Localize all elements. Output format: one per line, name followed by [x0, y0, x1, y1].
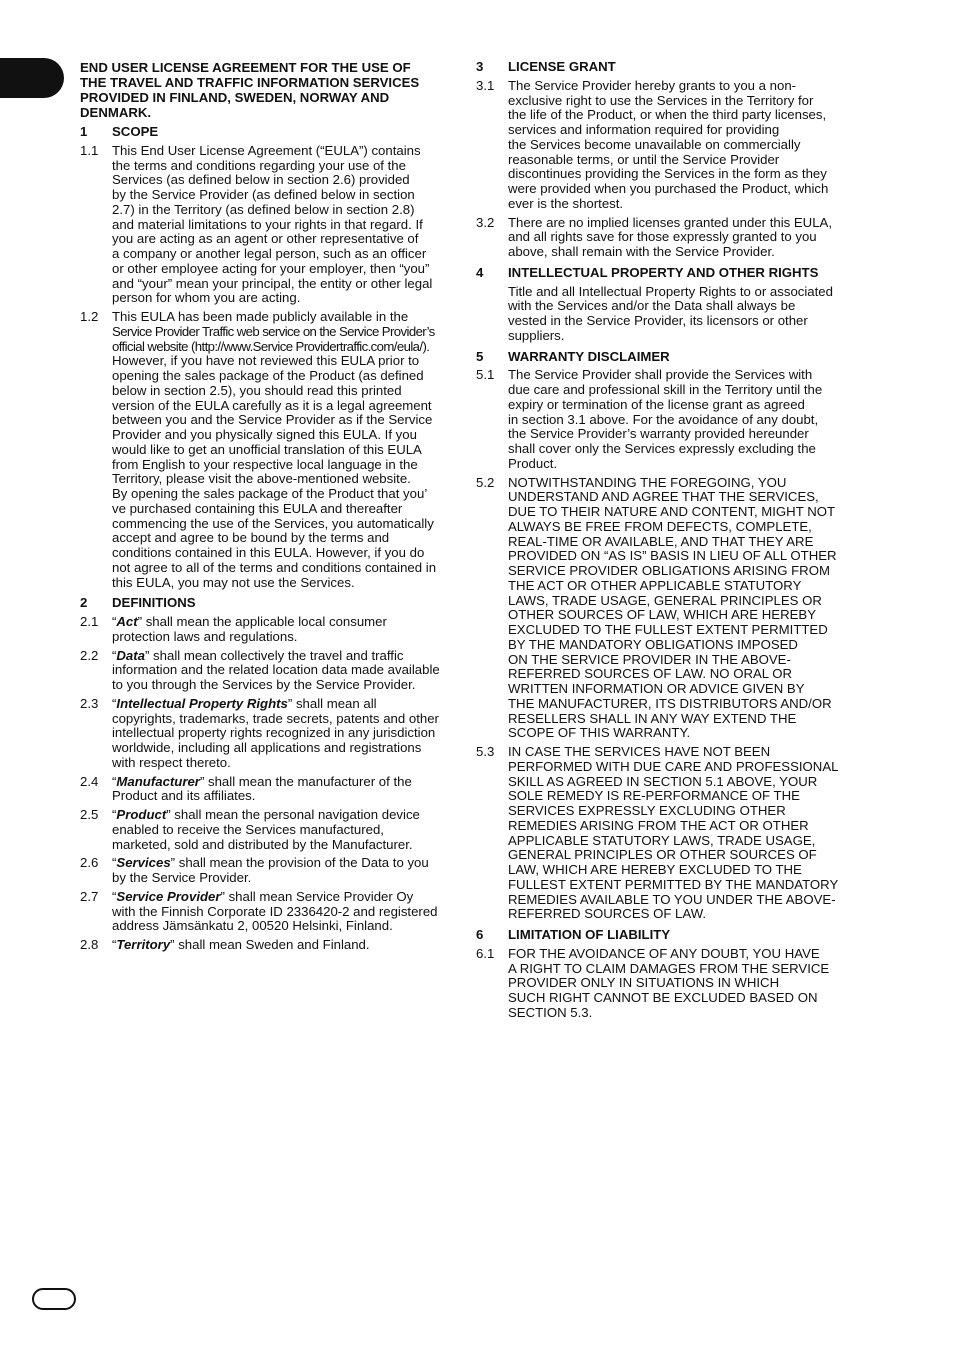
clause-6-1	[476, 947, 848, 1021]
text-line: SECTION 5.3.	[508, 1004, 593, 1020]
text-line: REAL-TIME OR AVAILABLE, AND THAT THEY ARE	[508, 533, 814, 549]
text-line: The Service Provider hereby grants to you a non-	[508, 77, 797, 93]
text-line: information and the related location data made available	[112, 662, 440, 678]
section-number: 6	[476, 927, 484, 942]
text-line: with respect thereto.	[112, 754, 231, 770]
text-line: accept and agree to be bound by the terms and	[112, 530, 390, 546]
clause-text	[508, 476, 848, 742]
section-title: LICENSE GRANT	[508, 59, 616, 74]
text-line: Provider and you physically signed this EULA. If you	[112, 427, 417, 442]
text-line: Territory, please visit the above-mentioned website.	[112, 471, 411, 487]
text-line: below in section 2.5), you should read this printed	[112, 382, 402, 398]
definition-text: ” shall mean the applicable local consumer	[137, 614, 387, 629]
text-line: SCOPE OF THIS WARRANTY.	[508, 725, 691, 741]
text-line	[112, 615, 452, 630]
defined-term: Data	[116, 647, 145, 663]
text-line: and material limitations to your rights in that regard. If	[112, 216, 423, 232]
text-line: marketed, sold and distributed by the Manufacturer.	[112, 836, 413, 852]
text-line: PERFORMED WITH DUE CARE AND PROFESSIONAL	[508, 758, 839, 774]
clause-text	[508, 79, 848, 212]
section-number: 2	[80, 595, 88, 611]
section-title: DEFINITIONS	[112, 595, 196, 611]
text-line: UNDERSTAND AND AGREE THAT THE SERVICES,	[508, 489, 819, 505]
text-line: services and information required for providing	[508, 122, 780, 137]
text-line: THE ACT OR OTHER APPLICABLE STATUTORY	[508, 577, 802, 593]
title-line: END USER LICENSE AGREEMENT FOR THE USE OF	[80, 60, 411, 75]
section-3-heading	[476, 60, 848, 75]
text-line: WRITTEN INFORMATION OR ADVICE GIVEN BY	[508, 681, 805, 696]
text-line: commencing the use of the Services, you automatically	[112, 515, 434, 531]
section-number: 5	[476, 348, 484, 364]
clause-number: 2.4	[80, 773, 99, 789]
text-line: and “your” mean your principal, the entity or other legal	[112, 275, 433, 291]
definition-ipr	[80, 697, 452, 771]
text-line: shall cover only the Services expressly excluding the	[508, 441, 816, 456]
clause-number: 2.8	[80, 937, 99, 952]
clause-3-1	[476, 79, 848, 212]
text-line: SERVICE PROVIDER OBLIGATIONS ARISING FROM	[508, 563, 830, 578]
clause-text	[508, 368, 848, 471]
clause-number: 1.1	[80, 142, 99, 158]
defined-term: Act	[116, 614, 138, 629]
text-line: FULLEST EXTENT PERMITTED BY THE MANDATORY	[508, 876, 839, 892]
definition-text: ” shall mean the personal navigation device	[166, 807, 420, 822]
title-line: PROVIDED IN FINLAND, SWEDEN, NORWAY AND	[80, 90, 390, 105]
text-line: NOTWITHSTANDING THE FOREGOING, YOU	[508, 474, 787, 490]
title-line: THE TRAVEL AND TRAFFIC INFORMATION SERVICES	[80, 75, 420, 90]
text-line: by the Service Provider.	[112, 870, 252, 885]
text-line: BY THE MANDATORY OBLIGATIONS IMPOSED	[508, 636, 798, 652]
text-line	[112, 938, 452, 953]
clause-text	[508, 745, 848, 922]
clause-1-2	[80, 310, 452, 590]
text-line: conditions contained in this EULA. However, if you do	[112, 545, 425, 560]
section-number: 4	[476, 264, 484, 280]
clause-number: 3.2	[476, 214, 495, 230]
text-line: intellectual property rights recognized in any jurisdiction	[112, 725, 436, 741]
clause-text	[508, 947, 848, 1021]
page-number-badge	[32, 1288, 76, 1310]
clause-number: 2.2	[80, 647, 99, 663]
clause-number: 6.1	[476, 945, 495, 961]
text-line: IN CASE THE SERVICES HAVE NOT BEEN	[508, 744, 771, 759]
text-line: Product and its affiliates.	[112, 788, 256, 804]
text-line: EXCLUDED TO THE FULLEST EXTENT PERMITTED	[508, 622, 828, 637]
section-title: INTELLECTUAL PROPERTY AND OTHER RIGHTS	[508, 264, 819, 280]
definition-text: ” shall mean the provision of the Data to you	[170, 855, 429, 871]
text-line: PROVIDED ON “AS IS” BASIS IN LIEU OF ALL OTHER	[508, 548, 837, 564]
clause-text	[112, 938, 452, 953]
clause-5-2	[476, 476, 848, 742]
text-line: ALWAYS BE FREE FROM DEFECTS, COMPLETE,	[508, 518, 812, 534]
text-line: with the Finnish Corporate ID 2336420-2 and registered	[112, 903, 438, 919]
document-title	[80, 60, 452, 120]
text-line: or other employee acting for your employer, then “you”	[112, 260, 430, 276]
quote-open: “	[112, 695, 117, 711]
text-line: SERVICES EXPRESSLY EXCLUDING OTHER	[508, 803, 786, 818]
text-line: from English to your respective local language in the	[112, 456, 418, 472]
clause-text	[112, 775, 452, 805]
clause-number: 2.3	[80, 695, 99, 711]
text-line: REMEDIES ARISING FROM THE ACT OR OTHER	[508, 817, 809, 833]
definition-text: ” shall mean the manufacturer of the	[199, 773, 412, 789]
clause-text	[112, 144, 452, 306]
section-1-heading	[80, 125, 452, 140]
text-line: However, if you have not reviewed this EULA prior to	[112, 353, 420, 369]
text-line: worldwide, including all applications and registrations	[112, 740, 422, 755]
text-line: SKILL AS AGREED IN SECTION 5.1 ABOVE, YOUR	[508, 773, 818, 789]
text-line: 2.7) in the Territory (as defined below in section 2.8)	[112, 201, 415, 217]
clause-5-3	[476, 745, 848, 922]
definition-text: ” shall mean Service Provider Oy	[220, 888, 414, 904]
quote-open: “	[112, 807, 117, 822]
text-line: the life of the Product, or when the third party licenses,	[508, 107, 827, 123]
defined-term: Service Provider	[116, 888, 221, 904]
text-line: By opening the sales package of the Product that you’	[112, 486, 428, 501]
quote-open: “	[112, 937, 117, 952]
section-title: SCOPE	[112, 124, 159, 139]
clause-number: 2.7	[80, 888, 99, 904]
section-6-heading	[476, 928, 848, 943]
text-line: Service Provider Traffic web service on the Service Provider’s	[112, 323, 435, 339]
text-line: exclusive right to use the Services in the Territory for	[508, 92, 814, 108]
text-line: the terms and conditions regarding your use of the	[112, 157, 406, 173]
text-line	[112, 775, 452, 790]
quote-open: “	[112, 773, 117, 789]
text-line: discontinues providing the Services in the form as they	[508, 166, 827, 182]
definition-data	[80, 649, 452, 693]
section-tab-marker	[0, 58, 64, 98]
definition-product	[80, 808, 452, 852]
text-line: SUCH RIGHT CANNOT BE EXCLUDED BASED ON	[508, 990, 818, 1005]
left-column	[80, 60, 452, 957]
clause-text	[112, 856, 452, 886]
text-line: this EULA, you may not use the Services.	[112, 574, 355, 590]
clause-number: 5.3	[476, 744, 495, 759]
text-line: A RIGHT TO CLAIM DAMAGES FROM THE SERVICE	[508, 960, 830, 976]
text-line: to you through the Services by the Service Provider.	[112, 677, 416, 692]
text-line: RESELLERS SHALL IN ANY WAY EXTEND THE	[508, 710, 797, 726]
text-line: This End User License Agreement (“EULA”) contains	[112, 142, 421, 158]
title-line: DENMARK.	[80, 105, 152, 120]
text-line: reasonable terms, or until the Service Provider	[508, 151, 780, 167]
text-line: REFERRED SOURCES OF LAW. NO ORAL OR	[508, 666, 793, 682]
right-column	[476, 60, 848, 1025]
definition-services	[80, 856, 452, 886]
clause-text	[508, 216, 848, 260]
text-line: FOR THE AVOIDANCE OF ANY DOUBT, YOU HAVE	[508, 945, 820, 961]
text-line	[112, 808, 452, 823]
eula-url-line: official website (http://www.Service Providertraffic.com/eula/).	[112, 338, 430, 354]
clause-number: 5.2	[476, 474, 495, 490]
text-line: enabled to receive the Services manufactured,	[112, 821, 384, 837]
text-line: ON THE SERVICE PROVIDER IN THE ABOVE-	[508, 651, 791, 667]
text-line: copyrights, trademarks, trade secrets, patents and other	[112, 710, 439, 726]
text-line: would like to get an unofficial translation of this EULA	[112, 441, 422, 457]
text-line: protection laws and regulations.	[112, 628, 298, 644]
quote-open: “	[112, 855, 117, 871]
text-line: LAW, WHICH ARE HEREBY EXCLUDED TO THE	[508, 862, 802, 877]
text-line: APPLICABLE STATUTORY LAWS, TRADE USAGE,	[508, 832, 816, 848]
text-line: Services (as defined below in section 2.6) provided	[112, 172, 410, 188]
clause-number: 1.2	[80, 309, 99, 324]
text-line: above, shall remain with the Service Provider.	[508, 244, 775, 259]
text-line: OTHER SOURCES OF LAW, WHICH ARE HEREBY	[508, 607, 816, 623]
defined-term: Services	[116, 855, 171, 871]
text-line: SOLE REMEDY IS RE-PERFORMANCE OF THE	[508, 788, 800, 804]
text-line: a company or another legal person, such as an officer	[112, 246, 427, 261]
text-line: ve purchased containing this EULA and thereafter	[112, 500, 403, 516]
text-line: with the Services and/or the Data shall always be	[508, 298, 796, 314]
defined-term: Territory	[116, 937, 171, 952]
clause-text	[112, 615, 452, 645]
text-line: Product.	[508, 455, 558, 471]
text-line: GENERAL PRINCIPLES OR OTHER SOURCES OF	[508, 847, 817, 863]
text-line: DUE TO THEIR NATURE AND CONTENT, MIGHT NOT	[508, 504, 836, 519]
section-5-heading	[476, 350, 848, 365]
text-line: not agree to all of the terms and conditions contained in	[112, 559, 437, 575]
text-line: person for whom you are acting.	[112, 290, 301, 306]
clause-text	[112, 310, 452, 590]
clause-number: 3.1	[476, 77, 495, 93]
text-line: in section 3.1 above. For the avoidance of any doubt,	[508, 411, 819, 427]
clause-number: 2.1	[80, 614, 99, 629]
text-line	[112, 697, 452, 712]
text-line: The Service Provider shall provide the Services with	[508, 367, 813, 383]
defined-term: Intellectual Property Rights	[116, 695, 288, 711]
definition-text: ” shall mean all	[287, 695, 377, 711]
text-line: ever is the shortest.	[508, 195, 624, 211]
text-line: expiry or termination of the license grant as agreed	[508, 396, 805, 412]
text-line: There are no implied licenses granted under this EULA,	[508, 214, 833, 230]
definition-manufacturer	[80, 775, 452, 805]
definition-service-provider	[80, 890, 452, 934]
text-line: THE MANUFACTURER, ITS DISTRIBUTORS AND/OR	[508, 695, 832, 711]
text-line: by the Service Provider (as defined below in section	[112, 187, 415, 202]
section-title: WARRANTY DISCLAIMER	[508, 348, 670, 364]
text-line: PROVIDER ONLY IN SITUATIONS IN WHICH	[508, 975, 780, 991]
text-line: vested in the Service Provider, its licensors or other	[508, 313, 808, 328]
text-line: REFERRED SOURCES OF LAW.	[508, 906, 707, 922]
text-line	[112, 649, 452, 664]
section-4-text	[476, 285, 848, 344]
clause-5-1	[476, 368, 848, 471]
section-title: LIMITATION OF LIABILITY	[508, 927, 671, 942]
section-4-heading	[476, 266, 848, 281]
clause-3-2	[476, 216, 848, 260]
quote-open: “	[112, 614, 117, 629]
defined-term: Product	[116, 807, 167, 822]
text-line: Title and all Intellectual Property Rights to or associated	[508, 283, 833, 299]
definition-act	[80, 615, 452, 645]
text-line: you are acting as an agent or other representative of	[112, 231, 419, 247]
definition-text: ” shall mean collectively the travel and traffic	[145, 647, 404, 663]
text-line: REMEDIES AVAILABLE TO YOU UNDER THE ABOVE-	[508, 891, 836, 907]
definition-territory	[80, 938, 452, 953]
clause-text	[112, 649, 452, 693]
text-line: the Service Provider’s warranty provided hereunder	[508, 426, 809, 442]
clause-number: 5.1	[476, 367, 495, 383]
text-line: address Jämsänkatu 2, 00520 Helsinki, Finland.	[112, 918, 393, 934]
section-number: 1	[80, 124, 88, 139]
clause-number: 2.6	[80, 855, 99, 871]
clause-text	[112, 697, 452, 771]
clause-text	[112, 890, 452, 934]
text-line: and all rights save for those expressly granted to you	[508, 229, 817, 245]
section-number: 3	[476, 59, 484, 74]
text-line: the Services become unavailable on commercially	[508, 136, 801, 152]
definition-text: ” shall mean Sweden and Finland.	[170, 937, 370, 952]
text-line: opening the sales package of the Product (as defined	[112, 368, 424, 383]
section-2-heading	[80, 596, 452, 611]
text-line: suppliers.	[508, 327, 565, 343]
text-line: This EULA has been made publicly available in the	[112, 309, 409, 324]
text-line	[112, 890, 452, 905]
text-line: were provided when you purchased the Product, which	[508, 181, 829, 196]
text-line: due care and professional skill in the Territory until the	[508, 382, 823, 397]
quote-open: “	[112, 647, 117, 663]
text-line: version of the EULA carefully as it is a legal agreement	[112, 397, 432, 413]
text-line	[112, 856, 452, 871]
text-line: between you and the Service Provider as if the Service	[112, 412, 433, 428]
defined-term: Manufacturer	[116, 773, 200, 789]
clause-text	[112, 808, 452, 852]
clause-number: 2.5	[80, 807, 99, 822]
clause-1-1	[80, 144, 452, 306]
quote-open: “	[112, 888, 117, 904]
text-line: LAWS, TRADE USAGE, GENERAL PRINCIPLES OR	[508, 592, 822, 608]
